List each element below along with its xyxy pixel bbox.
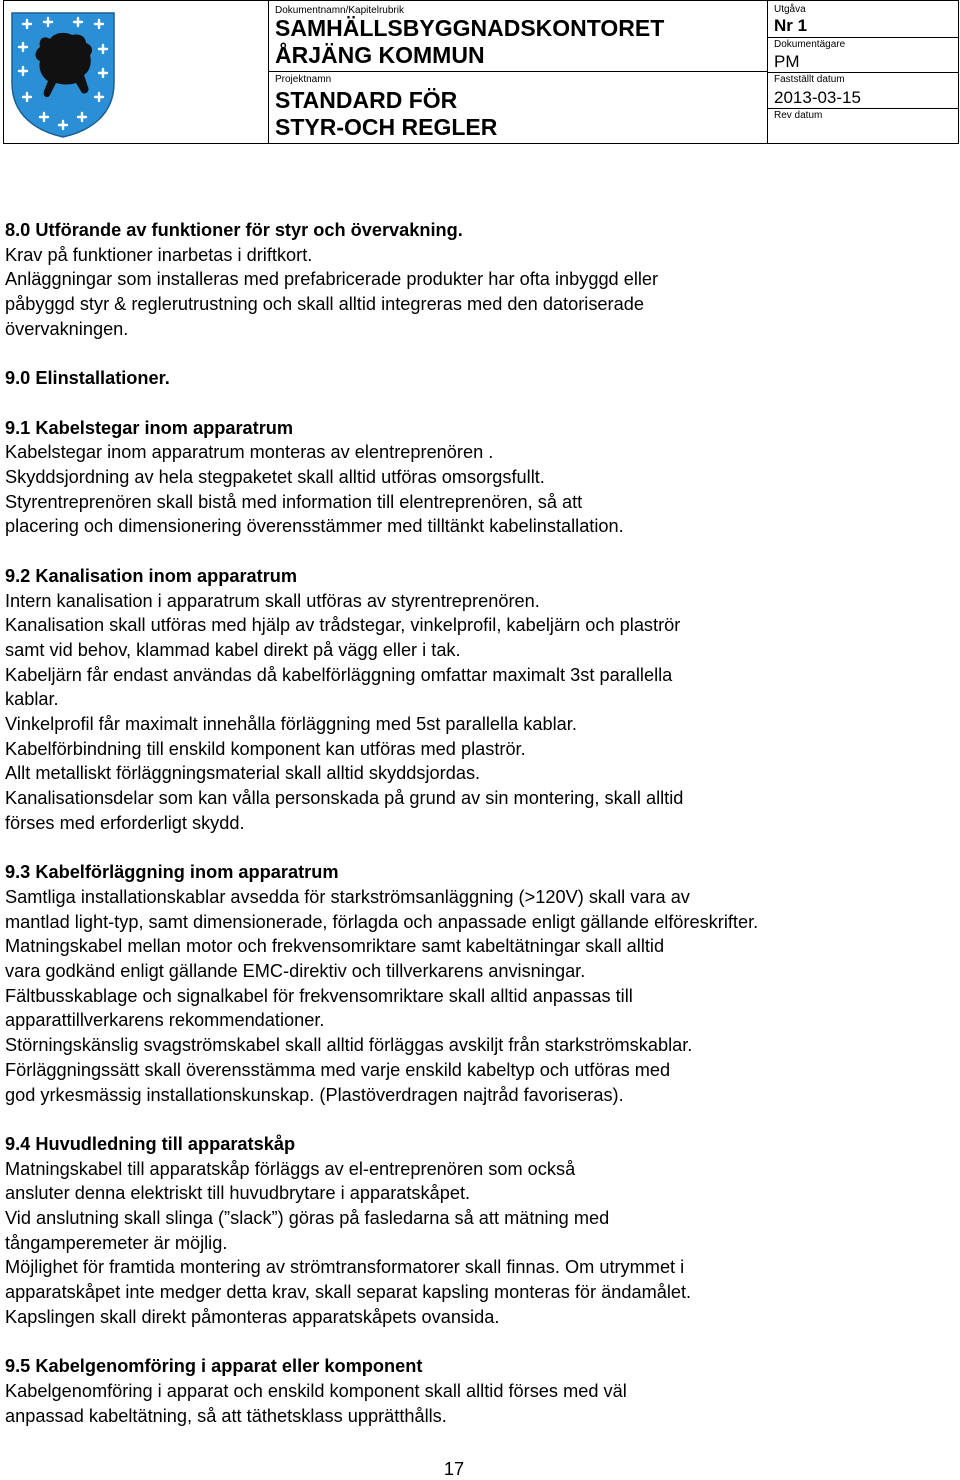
body-text-line: Anläggningar som installeras med prefabricerade produkter har ofta inbyggd eller [5, 269, 659, 290]
body-text-line: Matningskabel till apparatskåp förläggs av el-entreprenören som också [5, 1158, 576, 1179]
coat-of-arms-logo [10, 11, 116, 139]
revision-date-label: Rev datum [774, 110, 823, 121]
edition-label: Utgåva [774, 4, 806, 15]
section-heading: 9.5 Kabelgenomföring i apparat eller komponent [5, 1356, 423, 1377]
body-text-line: Skyddsjordning av hela stegpaketet skall alltid utföras omsorgsfullt. [5, 467, 545, 487]
document-header [3, 0, 959, 144]
paragraph-spacer [5, 1330, 935, 1355]
approved-date-value: 2013-03-15 [774, 88, 861, 107]
body-text-line: Kanalisationsdelar som kan vålla personskada på grund av sin montering, skall alltid [5, 788, 684, 809]
body-text-line: placering och dimensionering överensstämmer med tilltänkt kabelinstallation. [5, 516, 624, 537]
paragraph-spacer [5, 1107, 935, 1132]
document-name-label: Dokumentnamn/Kapitelrubrik [275, 5, 404, 16]
paragraph-spacer [5, 836, 935, 861]
body-text-line: Kabeljärn får endast användas då kabelförläggning omfattar maximalt 3st parallella [5, 664, 673, 685]
project-name-line2: STYR-OCH REGLER [275, 114, 498, 140]
meta-divider-2 [768, 72, 958, 73]
body-text-line: Samtliga installationskablar avsedda för starkströmsanläggning (>120V) skall vara av [5, 886, 690, 907]
section-heading: 9.3 Kabelförläggning inom apparatrum [5, 862, 339, 883]
body-text-line: Intern kanalisation i apparatrum skall utföras av styrentreprenören. [5, 590, 540, 611]
header-divider [269, 71, 767, 72]
body-text-line: förses med erforderligt skydd. [5, 812, 245, 833]
body-text-line: Allt metalliskt förläggningsmaterial skall alltid skyddsjordas. [5, 763, 481, 784]
municipality-name: ÅRJÄNG KOMMUN [275, 42, 485, 68]
project-name-label: Projektnamn [275, 74, 332, 85]
paragraph-spacer [5, 391, 935, 416]
body-text-line: Styrentreprenören skall bistå med information till elentreprenören, så att [5, 491, 583, 512]
body-text-line: Vid anslutning skall slinga (”slack”) göras på fasledarna så att mätning med [5, 1208, 610, 1229]
body-text-line: Störningskänslig svagströmskabel skall alltid förläggas avskiljt från starkströmskablar. [5, 1035, 693, 1056]
body-text-line: Kanalisation skall utföras med hjälp av trådstegar, vinkelprofil, kabeljärn och plaströr [5, 615, 681, 636]
body-text-line: Kabelförbindning till enskild komponent kan utföras med plaströr. [5, 738, 526, 759]
body-text-line: vara godkänd enligt gällande EMC-direktiv och tillverkarens anvisningar. [5, 961, 586, 982]
body-text-line: Fältbusskablage och signalkabel för frekvensomriktare skall alltid anpassas till [5, 985, 633, 1006]
body-text-line: Möjlighet för framtida montering av strömtransformatorer skall finnas. Om utrymmet i [5, 1257, 685, 1278]
body-text-line: god yrkesmässig installationskunskap. (Plastöverdragen najtråd favoriseras). [5, 1084, 624, 1105]
section-heading: 9.0 Elinstallationer. [5, 368, 170, 389]
body-text-line: Kapslingen skall direkt påmonteras apparatskåpets ovansida. [5, 1306, 500, 1327]
body-text-line: ansluter denna elektriskt till huvudbrytare i apparatskåpet. [5, 1183, 471, 1204]
meta-divider-1 [768, 37, 958, 38]
project-name-line1: STANDARD FÖR [275, 87, 458, 113]
body-text-line: apparattillverkarens rekommendationer. [5, 1010, 325, 1031]
section-heading: 9.2 Kanalisation inom apparatrum [5, 565, 298, 586]
logo-cell [4, 1, 269, 143]
organization-name: SAMHÄLLSBYGGNADSKONTORET [275, 15, 665, 41]
body-text-line: Kabelstegar inom apparatrum monteras av elentreprenören . [5, 442, 494, 463]
edition-value: Nr 1 [774, 16, 808, 35]
body-text-line: kablar. [5, 689, 59, 710]
body-text-line: Kabelgenomföring i apparat och enskild komponent skall alltid förses med väl [5, 1380, 627, 1401]
body-text-line: apparatskåpet inte medger detta krav, skall separat kapsling monteras för ändamålet. [5, 1282, 692, 1303]
document-owner-label: Dokumentägare [774, 39, 846, 50]
meta-divider-3 [768, 108, 958, 109]
body-text-line: mantlad light-typ, samt dimensionerade, förlagda och anpassade enligt gällande elföreskrifter. [5, 911, 759, 932]
title-cell [269, 1, 768, 143]
section-heading: 9.4 Huvudledning till apparatskåp [5, 1133, 296, 1154]
section-heading: 9.1 Kabelstegar inom apparatrum [5, 417, 294, 438]
body-text-line: Krav på funktioner inarbetas i driftkort. [5, 244, 313, 265]
document-owner-value: PM [774, 52, 800, 71]
section-heading: 8.0 Utförande av funktioner för styr och övervakning. [5, 220, 463, 240]
paragraph-spacer [5, 539, 935, 564]
document-body [5, 218, 935, 1428]
body-text-line: Förläggningssätt skall överensstämma med varje enskild kabeltyp och utföras med [5, 1059, 671, 1080]
body-text-line: anpassad kabeltätning, så att täthetsklass upprätthålls. [5, 1405, 447, 1426]
body-text-line: tångamperemeter är möjlig. [5, 1232, 228, 1253]
body-text-line: övervakningen. [5, 318, 129, 339]
body-text-line: samt vid behov, klammad kabel direkt på vägg eller i tak. [5, 639, 461, 660]
page-number: 17 [443, 1459, 465, 1479]
body-text-line: påbyggd styr & reglerutrustning och skall alltid integreras med den datoriserade [5, 294, 644, 315]
approved-date-label: Fastställt datum [774, 74, 845, 85]
body-text-line: Matningskabel mellan motor och frekvensomriktare samt kabeltätningar skall alltid [5, 936, 665, 957]
metadata-cell [768, 1, 958, 143]
body-text-line: Vinkelprofil får maximalt innehålla förläggning med 5st parallella kablar. [5, 714, 577, 735]
paragraph-spacer [5, 342, 935, 367]
